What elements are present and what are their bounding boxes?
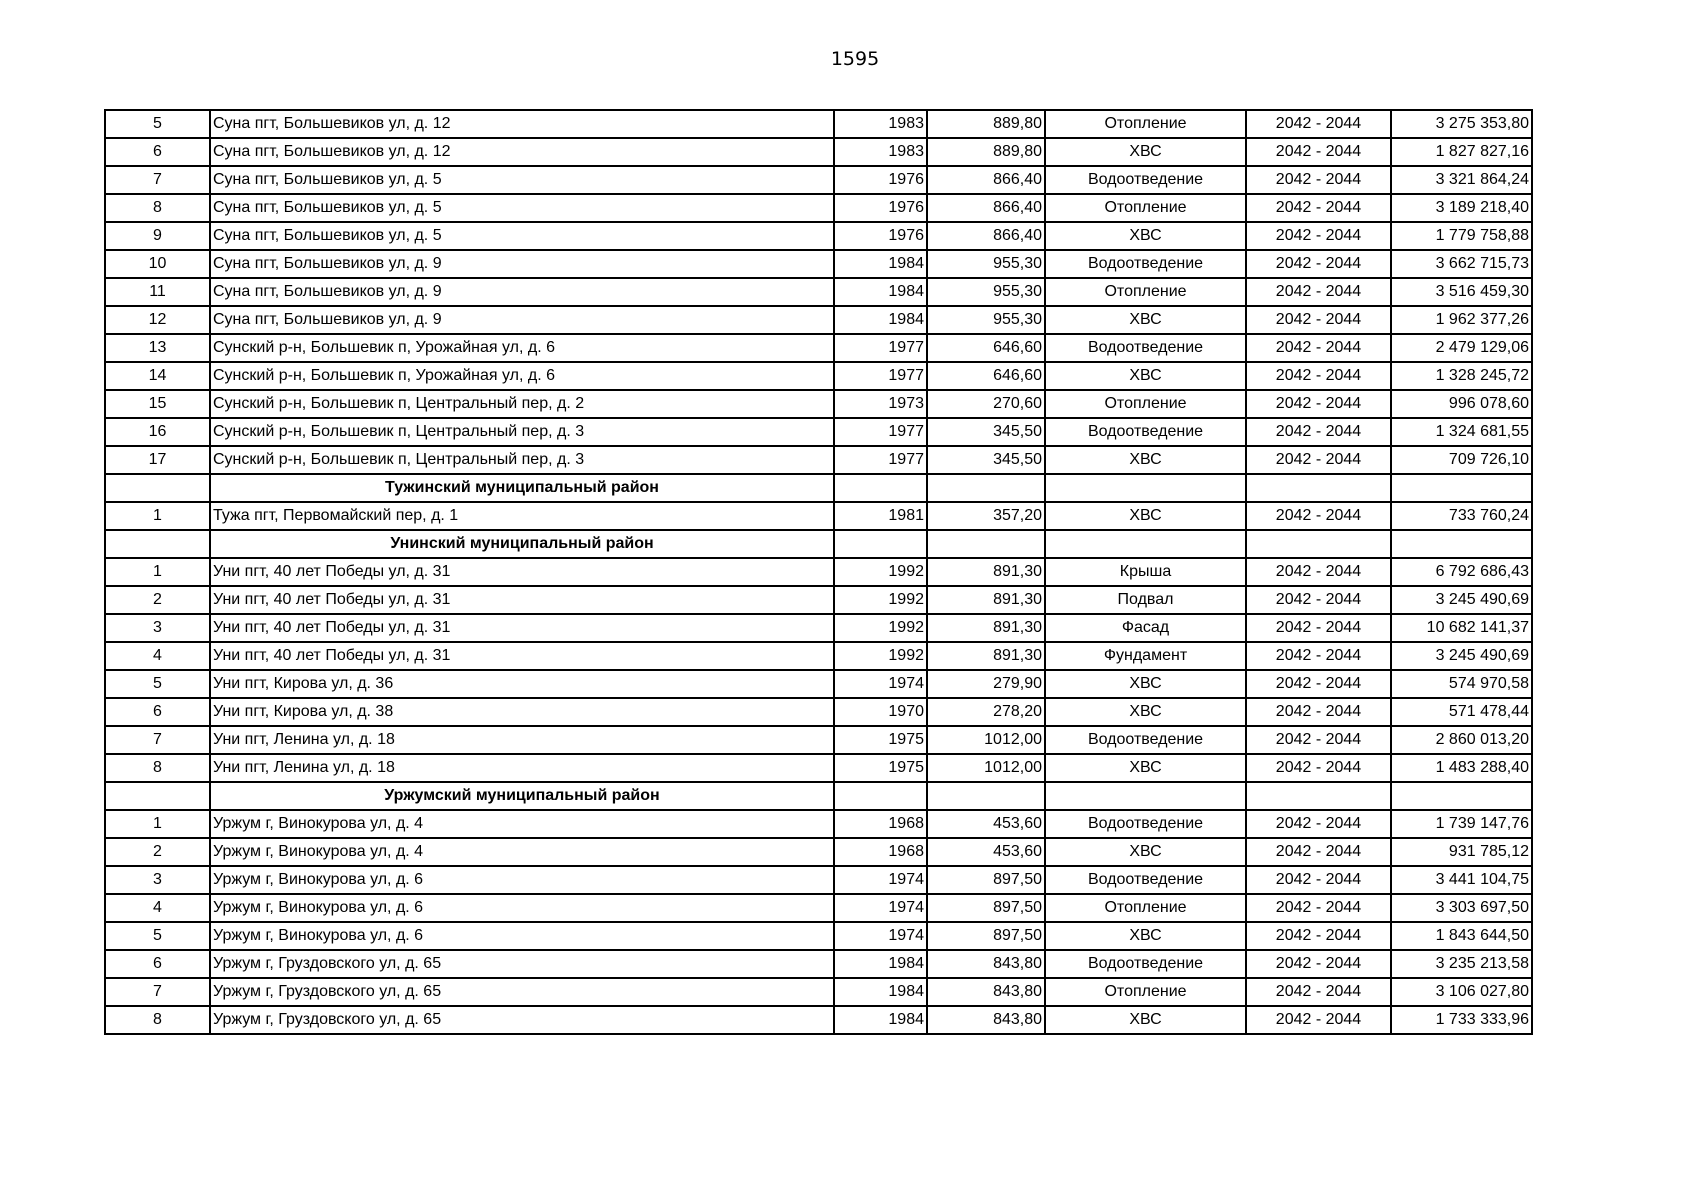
year-cell: 1974 (834, 894, 927, 922)
year-cell: 1976 (834, 194, 927, 222)
address-cell: Уни пгт, Кирова ул, д. 36 (210, 670, 834, 698)
area-cell: 866,40 (927, 194, 1045, 222)
work-type-cell: ХВС (1045, 1006, 1246, 1034)
cost-cell: 1 733 333,96 (1391, 1006, 1532, 1034)
address-cell: Уржум г, Груздовского ул, д. 65 (210, 978, 834, 1006)
year-cell: 1983 (834, 110, 927, 138)
area-cell: 891,30 (927, 614, 1045, 642)
row-number: 3 (105, 614, 210, 642)
row-number: 6 (105, 698, 210, 726)
work-type-cell: ХВС (1045, 670, 1246, 698)
table-row (105, 810, 1532, 838)
row-number: 7 (105, 726, 210, 754)
row-number: 13 (105, 334, 210, 362)
address-cell: Уни пгт, Ленина ул, д. 18 (210, 726, 834, 754)
cost-cell: 3 321 864,24 (1391, 166, 1532, 194)
period-cell: 2042 - 2044 (1246, 362, 1391, 390)
year-cell: 1977 (834, 334, 927, 362)
cost-cell: 709 726,10 (1391, 446, 1532, 474)
cost-cell: 1 962 377,26 (1391, 306, 1532, 334)
area-cell: 453,60 (927, 810, 1045, 838)
area-cell: 270,60 (927, 390, 1045, 418)
area-cell: 891,30 (927, 586, 1045, 614)
empty-cell (1246, 530, 1391, 558)
table-row (105, 670, 1532, 698)
address-cell: Уржум г, Винокурова ул, д. 6 (210, 922, 834, 950)
empty-cell (1045, 474, 1246, 502)
table-row (105, 642, 1532, 670)
work-type-cell: Водоотведение (1045, 250, 1246, 278)
address-cell: Уни пгт, 40 лет Победы ул, д. 31 (210, 558, 834, 586)
table-row (105, 334, 1532, 362)
year-cell: 1984 (834, 1006, 927, 1034)
period-cell: 2042 - 2044 (1246, 978, 1391, 1006)
address-cell: Уни пгт, 40 лет Победы ул, д. 31 (210, 586, 834, 614)
area-cell: 955,30 (927, 250, 1045, 278)
row-number: 4 (105, 642, 210, 670)
row-number: 8 (105, 194, 210, 222)
address-cell: Суна пгт, Большевиков ул, д. 9 (210, 250, 834, 278)
period-cell: 2042 - 2044 (1246, 390, 1391, 418)
area-cell: 891,30 (927, 642, 1045, 670)
cost-cell: 3 662 715,73 (1391, 250, 1532, 278)
empty-cell (105, 474, 210, 502)
row-number: 17 (105, 446, 210, 474)
row-number: 1 (105, 502, 210, 530)
area-cell: 897,50 (927, 894, 1045, 922)
area-cell: 345,50 (927, 446, 1045, 474)
year-cell: 1977 (834, 446, 927, 474)
cost-cell: 1 843 644,50 (1391, 922, 1532, 950)
period-cell: 2042 - 2044 (1246, 222, 1391, 250)
work-type-cell: Подвал (1045, 586, 1246, 614)
row-number: 3 (105, 866, 210, 894)
area-cell: 955,30 (927, 278, 1045, 306)
row-number: 1 (105, 558, 210, 586)
area-cell: 345,50 (927, 418, 1045, 446)
row-number: 1 (105, 810, 210, 838)
address-cell: Уржум г, Винокурова ул, д. 4 (210, 810, 834, 838)
year-cell: 1992 (834, 614, 927, 642)
work-type-cell: Водоотведение (1045, 866, 1246, 894)
empty-cell (1246, 782, 1391, 810)
work-type-cell: Фундамент (1045, 642, 1246, 670)
row-number: 12 (105, 306, 210, 334)
year-cell: 1983 (834, 138, 927, 166)
empty-cell (834, 474, 927, 502)
empty-cell (1045, 530, 1246, 558)
period-cell: 2042 - 2044 (1246, 250, 1391, 278)
work-type-cell: ХВС (1045, 222, 1246, 250)
work-type-cell: Водоотведение (1045, 726, 1246, 754)
cost-cell: 3 245 490,69 (1391, 642, 1532, 670)
cost-cell: 574 970,58 (1391, 670, 1532, 698)
cost-cell: 3 275 353,80 (1391, 110, 1532, 138)
address-cell: Уржум г, Винокурова ул, д. 6 (210, 894, 834, 922)
table-row (105, 586, 1532, 614)
table-row (105, 698, 1532, 726)
period-cell: 2042 - 2044 (1246, 754, 1391, 782)
cost-cell: 10 682 141,37 (1391, 614, 1532, 642)
empty-cell (927, 782, 1045, 810)
table-row (105, 614, 1532, 642)
cost-cell: 1 328 245,72 (1391, 362, 1532, 390)
cost-cell: 2 860 013,20 (1391, 726, 1532, 754)
period-cell: 2042 - 2044 (1246, 334, 1391, 362)
row-number: 11 (105, 278, 210, 306)
work-type-cell: ХВС (1045, 754, 1246, 782)
table-row (105, 110, 1532, 138)
address-cell: Уржум г, Винокурова ул, д. 6 (210, 866, 834, 894)
cost-cell: 3 303 697,50 (1391, 894, 1532, 922)
area-cell: 843,80 (927, 950, 1045, 978)
cost-cell: 1 779 758,88 (1391, 222, 1532, 250)
row-number: 9 (105, 222, 210, 250)
empty-cell (105, 530, 210, 558)
area-cell: 866,40 (927, 166, 1045, 194)
empty-cell (1391, 474, 1532, 502)
table-row (105, 362, 1532, 390)
table-row (105, 222, 1532, 250)
work-type-cell: Отопление (1045, 278, 1246, 306)
year-cell: 1984 (834, 306, 927, 334)
cost-cell: 6 792 686,43 (1391, 558, 1532, 586)
section-header-row (105, 474, 1532, 502)
address-cell: Уни пгт, Ленина ул, д. 18 (210, 754, 834, 782)
table-row (105, 754, 1532, 782)
area-cell: 1012,00 (927, 754, 1045, 782)
year-cell: 1977 (834, 418, 927, 446)
work-type-cell: Крыша (1045, 558, 1246, 586)
address-cell: Уни пгт, 40 лет Победы ул, д. 31 (210, 614, 834, 642)
year-cell: 1977 (834, 362, 927, 390)
work-type-cell: ХВС (1045, 502, 1246, 530)
cost-cell: 3 245 490,69 (1391, 586, 1532, 614)
cost-cell: 3 106 027,80 (1391, 978, 1532, 1006)
area-cell: 955,30 (927, 306, 1045, 334)
section-title: Тужинский муниципальный район (210, 474, 834, 502)
period-cell: 2042 - 2044 (1246, 138, 1391, 166)
table-row (105, 278, 1532, 306)
table-row (105, 138, 1532, 166)
work-type-cell: Отопление (1045, 894, 1246, 922)
year-cell: 1974 (834, 866, 927, 894)
address-cell: Сунский р-н, Большевик п, Урожайная ул, д. 6 (210, 362, 834, 390)
work-type-cell: ХВС (1045, 922, 1246, 950)
cost-cell: 733 760,24 (1391, 502, 1532, 530)
row-number: 14 (105, 362, 210, 390)
year-cell: 1992 (834, 558, 927, 586)
period-cell: 2042 - 2044 (1246, 642, 1391, 670)
area-cell: 646,60 (927, 334, 1045, 362)
period-cell: 2042 - 2044 (1246, 922, 1391, 950)
table-row (105, 250, 1532, 278)
cost-cell: 3 235 213,58 (1391, 950, 1532, 978)
table-row (105, 558, 1532, 586)
year-cell: 1968 (834, 810, 927, 838)
table-row (105, 446, 1532, 474)
table-row (105, 390, 1532, 418)
year-cell: 1992 (834, 586, 927, 614)
row-number: 6 (105, 138, 210, 166)
cost-cell: 931 785,12 (1391, 838, 1532, 866)
table-row (105, 502, 1532, 530)
cost-cell: 3 189 218,40 (1391, 194, 1532, 222)
table-row (105, 978, 1532, 1006)
table-row (105, 950, 1532, 978)
cost-cell: 1 324 681,55 (1391, 418, 1532, 446)
period-cell: 2042 - 2044 (1246, 446, 1391, 474)
year-cell: 1968 (834, 838, 927, 866)
work-type-cell: Отопление (1045, 194, 1246, 222)
address-cell: Уни пгт, 40 лет Победы ул, д. 31 (210, 642, 834, 670)
work-type-cell: ХВС (1045, 362, 1246, 390)
row-number: 7 (105, 166, 210, 194)
address-cell: Сунский р-н, Большевик п, Центральный пер, д. 3 (210, 418, 834, 446)
row-number: 2 (105, 838, 210, 866)
work-type-cell: Водоотведение (1045, 166, 1246, 194)
address-cell: Уни пгт, Кирова ул, д. 38 (210, 698, 834, 726)
address-cell: Суна пгт, Большевиков ул, д. 5 (210, 194, 834, 222)
period-cell: 2042 - 2044 (1246, 502, 1391, 530)
empty-cell (834, 782, 927, 810)
area-cell: 889,80 (927, 110, 1045, 138)
period-cell: 2042 - 2044 (1246, 278, 1391, 306)
table-row (105, 866, 1532, 894)
year-cell: 1970 (834, 698, 927, 726)
work-type-cell: ХВС (1045, 306, 1246, 334)
address-cell: Уржум г, Винокурова ул, д. 4 (210, 838, 834, 866)
row-number: 2 (105, 586, 210, 614)
work-type-cell: Водоотведение (1045, 950, 1246, 978)
year-cell: 1975 (834, 754, 927, 782)
year-cell: 1984 (834, 250, 927, 278)
cost-cell: 2 479 129,06 (1391, 334, 1532, 362)
row-number: 7 (105, 978, 210, 1006)
year-cell: 1984 (834, 278, 927, 306)
row-number: 15 (105, 390, 210, 418)
area-cell: 279,90 (927, 670, 1045, 698)
empty-cell (1246, 474, 1391, 502)
table-row (105, 726, 1532, 754)
work-type-cell: Водоотведение (1045, 334, 1246, 362)
row-number: 5 (105, 922, 210, 950)
period-cell: 2042 - 2044 (1246, 866, 1391, 894)
year-cell: 1976 (834, 222, 927, 250)
work-type-cell: Водоотведение (1045, 810, 1246, 838)
area-cell: 897,50 (927, 866, 1045, 894)
work-type-cell: ХВС (1045, 698, 1246, 726)
empty-cell (927, 530, 1045, 558)
period-cell: 2042 - 2044 (1246, 726, 1391, 754)
year-cell: 1992 (834, 642, 927, 670)
repair-schedule-table (104, 109, 1533, 1035)
empty-cell (834, 530, 927, 558)
period-cell: 2042 - 2044 (1246, 1006, 1391, 1034)
period-cell: 2042 - 2044 (1246, 306, 1391, 334)
period-cell: 2042 - 2044 (1246, 894, 1391, 922)
row-number: 10 (105, 250, 210, 278)
section-header-row (105, 782, 1532, 810)
period-cell: 2042 - 2044 (1246, 586, 1391, 614)
empty-cell (1391, 530, 1532, 558)
period-cell: 2042 - 2044 (1246, 418, 1391, 446)
table-body (105, 110, 1532, 1034)
address-cell: Уржум г, Груздовского ул, д. 65 (210, 1006, 834, 1034)
address-cell: Суна пгт, Большевиков ул, д. 9 (210, 306, 834, 334)
year-cell: 1984 (834, 978, 927, 1006)
page-number: 1595 (830, 48, 880, 70)
work-type-cell: ХВС (1045, 446, 1246, 474)
address-cell: Уржум г, Груздовского ул, д. 65 (210, 950, 834, 978)
area-cell: 1012,00 (927, 726, 1045, 754)
table-row (105, 418, 1532, 446)
area-cell: 646,60 (927, 362, 1045, 390)
area-cell: 866,40 (927, 222, 1045, 250)
empty-cell (1045, 782, 1246, 810)
area-cell: 843,80 (927, 978, 1045, 1006)
row-number: 4 (105, 894, 210, 922)
year-cell: 1975 (834, 726, 927, 754)
row-number: 5 (105, 670, 210, 698)
year-cell: 1973 (834, 390, 927, 418)
address-cell: Суна пгт, Большевиков ул, д. 5 (210, 222, 834, 250)
area-cell: 897,50 (927, 922, 1045, 950)
address-cell: Суна пгт, Большевиков ул, д. 5 (210, 166, 834, 194)
section-title: Унинский муниципальный район (210, 530, 834, 558)
cost-cell: 571 478,44 (1391, 698, 1532, 726)
area-cell: 278,20 (927, 698, 1045, 726)
area-cell: 453,60 (927, 838, 1045, 866)
year-cell: 1976 (834, 166, 927, 194)
period-cell: 2042 - 2044 (1246, 838, 1391, 866)
row-number: 16 (105, 418, 210, 446)
cost-cell: 1 827 827,16 (1391, 138, 1532, 166)
table-row (105, 1006, 1532, 1034)
year-cell: 1981 (834, 502, 927, 530)
period-cell: 2042 - 2044 (1246, 558, 1391, 586)
cost-cell: 3 516 459,30 (1391, 278, 1532, 306)
work-type-cell: Водоотведение (1045, 418, 1246, 446)
year-cell: 1984 (834, 950, 927, 978)
cost-cell: 996 078,60 (1391, 390, 1532, 418)
year-cell: 1974 (834, 922, 927, 950)
empty-cell (927, 474, 1045, 502)
address-cell: Сунский р-н, Большевик п, Урожайная ул, д. 6 (210, 334, 834, 362)
section-header-row (105, 530, 1532, 558)
period-cell: 2042 - 2044 (1246, 698, 1391, 726)
row-number: 6 (105, 950, 210, 978)
table-row (105, 922, 1532, 950)
work-type-cell: Отопление (1045, 978, 1246, 1006)
work-type-cell: ХВС (1045, 838, 1246, 866)
table-row (105, 194, 1532, 222)
area-cell: 891,30 (927, 558, 1045, 586)
area-cell: 357,20 (927, 502, 1045, 530)
work-type-cell: Отопление (1045, 390, 1246, 418)
area-cell: 843,80 (927, 1006, 1045, 1034)
section-title: Уржумский муниципальный район (210, 782, 834, 810)
period-cell: 2042 - 2044 (1246, 166, 1391, 194)
table-row (105, 838, 1532, 866)
address-cell: Суна пгт, Большевиков ул, д. 9 (210, 278, 834, 306)
work-type-cell: Отопление (1045, 110, 1246, 138)
row-number: 5 (105, 110, 210, 138)
cost-cell: 1 483 288,40 (1391, 754, 1532, 782)
table-row (105, 166, 1532, 194)
period-cell: 2042 - 2044 (1246, 950, 1391, 978)
empty-cell (105, 782, 210, 810)
period-cell: 2042 - 2044 (1246, 614, 1391, 642)
row-number: 8 (105, 754, 210, 782)
row-number: 8 (105, 1006, 210, 1034)
empty-cell (1391, 782, 1532, 810)
year-cell: 1974 (834, 670, 927, 698)
period-cell: 2042 - 2044 (1246, 810, 1391, 838)
table-row (105, 306, 1532, 334)
period-cell: 2042 - 2044 (1246, 670, 1391, 698)
period-cell: 2042 - 2044 (1246, 110, 1391, 138)
period-cell: 2042 - 2044 (1246, 194, 1391, 222)
cost-cell: 3 441 104,75 (1391, 866, 1532, 894)
address-cell: Суна пгт, Большевиков ул, д. 12 (210, 110, 834, 138)
address-cell: Тужа пгт, Первомайский пер, д. 1 (210, 502, 834, 530)
work-type-cell: Фасад (1045, 614, 1246, 642)
address-cell: Сунский р-н, Большевик п, Центральный пер, д. 3 (210, 446, 834, 474)
table-row (105, 894, 1532, 922)
cost-cell: 1 739 147,76 (1391, 810, 1532, 838)
address-cell: Суна пгт, Большевиков ул, д. 12 (210, 138, 834, 166)
area-cell: 889,80 (927, 138, 1045, 166)
address-cell: Сунский р-н, Большевик п, Центральный пер, д. 2 (210, 390, 834, 418)
work-type-cell: ХВС (1045, 138, 1246, 166)
